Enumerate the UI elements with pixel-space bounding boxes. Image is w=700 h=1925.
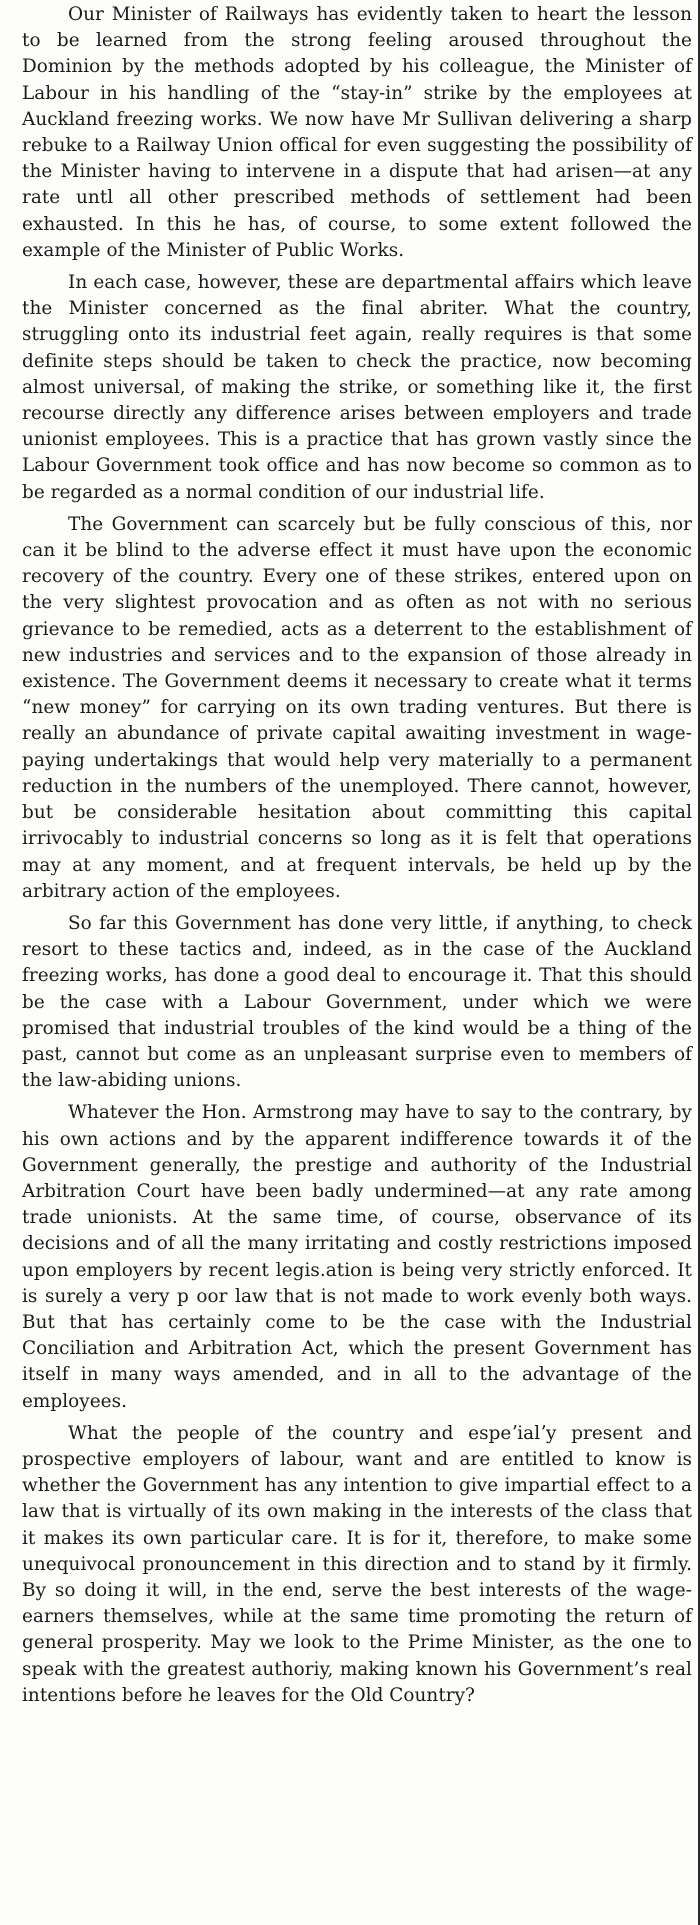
- article-paragraph: So far this Government has done very little, if anything, to check resort to these tactics and, indeed, as in the case of the Auckland freezing works, has done a good deal to encourage it. That this should be the case with a Labour Government, under which we were promised that industrial troubles of the kind would be a thing of the past, cannot but come as an unpleasant surprise even to members of the law-abiding unions.: [22, 912, 692, 1092]
- article-paragraph: The Government can scarcely but be fully conscious of this, nor can it be blind to the adverse effect it must have upon the economic recovery of the country. Every one of these strikes, entered upon on the very slightest provocation and as often as not with no serious grievance to be remedied, acts as a deterrent to the establishment of new industries and services and to the expansion of those already in existence. The Government deems it necessary to create what it terms “new money” for carrying on its own trading ventures. But there is really an abundance of private capital awaiting investment in wage-paying undertakings that would help very materially to a permanent reduction in the numbers of the unemployed. There cannot, however, but be considerable hesitation about committing this capital irrivocably to industrial concerns so long as it is felt that operations may at any moment, and at frequent intervals, be held up by the arbitrary action of the employees.: [22, 513, 692, 902]
- article-paragraph: Our Minister of Railways has evidently taken to heart the lesson to be learned from the strong feeling aroused throughout the Dominion by the methods adopted by his colleague, the Minister of Labour in his handling of the “stay-in” strike by the employees at Auckland freezing works. We now have Mr Sullivan delivering a sharp rebuke to a Railway Union offical for even suggesting the possibility of the Minister having to intervene in a dispute that had arisen—at any rate untl all other prescribed methods of settlement had been exhausted. In this he has, of course, to some extent followed the example of the Minister of Public Works.: [22, 4, 692, 261]
- article-paragraph: What the people of the country and espeʼialʼy present and prospective employers of labour, want and are entitled to know is whether the Government has any intention to give impartial effect to a law that is virtually of its own making in the interests of the class that it makes its own particular care. It is for it, therefore, to make some unequivocal pronouncement in this direction and to stand by it firmly. By so doing it will, in the end, serve the best interests of the wage-earners themselves, while at the same time promoting the return of general prosperity. May we look to the Prime Minister, as the one to speak with the greatest authoriy, making known his Government’s real intentions before he leaves for the Old Country?: [22, 1422, 692, 1706]
- article-paragraph: In each case, however, these are departmental affairs which leave the Minister concerned as the final abriter. What the country, struggling onto its industrial feet again, really requires is that some definite steps should be taken to check the practice, now becoming almost universal, of making the strike, or something like it, the first recourse directly any difference arises between employers and trade unionist employees. This is a practice that has grown vastly since the Labour Government took office and has now become so common as to be regarded as a normal condition of our industrial life.: [22, 272, 692, 503]
- article-paragraph: Whatever the Hon. Armstrong may have to say to the contrary, by his own actions and by the apparent indifference towards it of the Government generally, the prestige and authority of the Industrial Arbitration Court have been badly undermined—at any rate among trade unionists. At the same time, of course, observance of its decisions and of all the many irritating and costly restrictions imposed upon employers by recent legis.ation is being very strictly enforced. It is surely a very p oor law that is not made to work evenly both ways. But that has certainly come to be the case with the Industrial Conciliation and Arbitration Act, which the present Government has itself in many ways amended, and in all to the advantage of the employees.: [22, 1102, 692, 1412]
